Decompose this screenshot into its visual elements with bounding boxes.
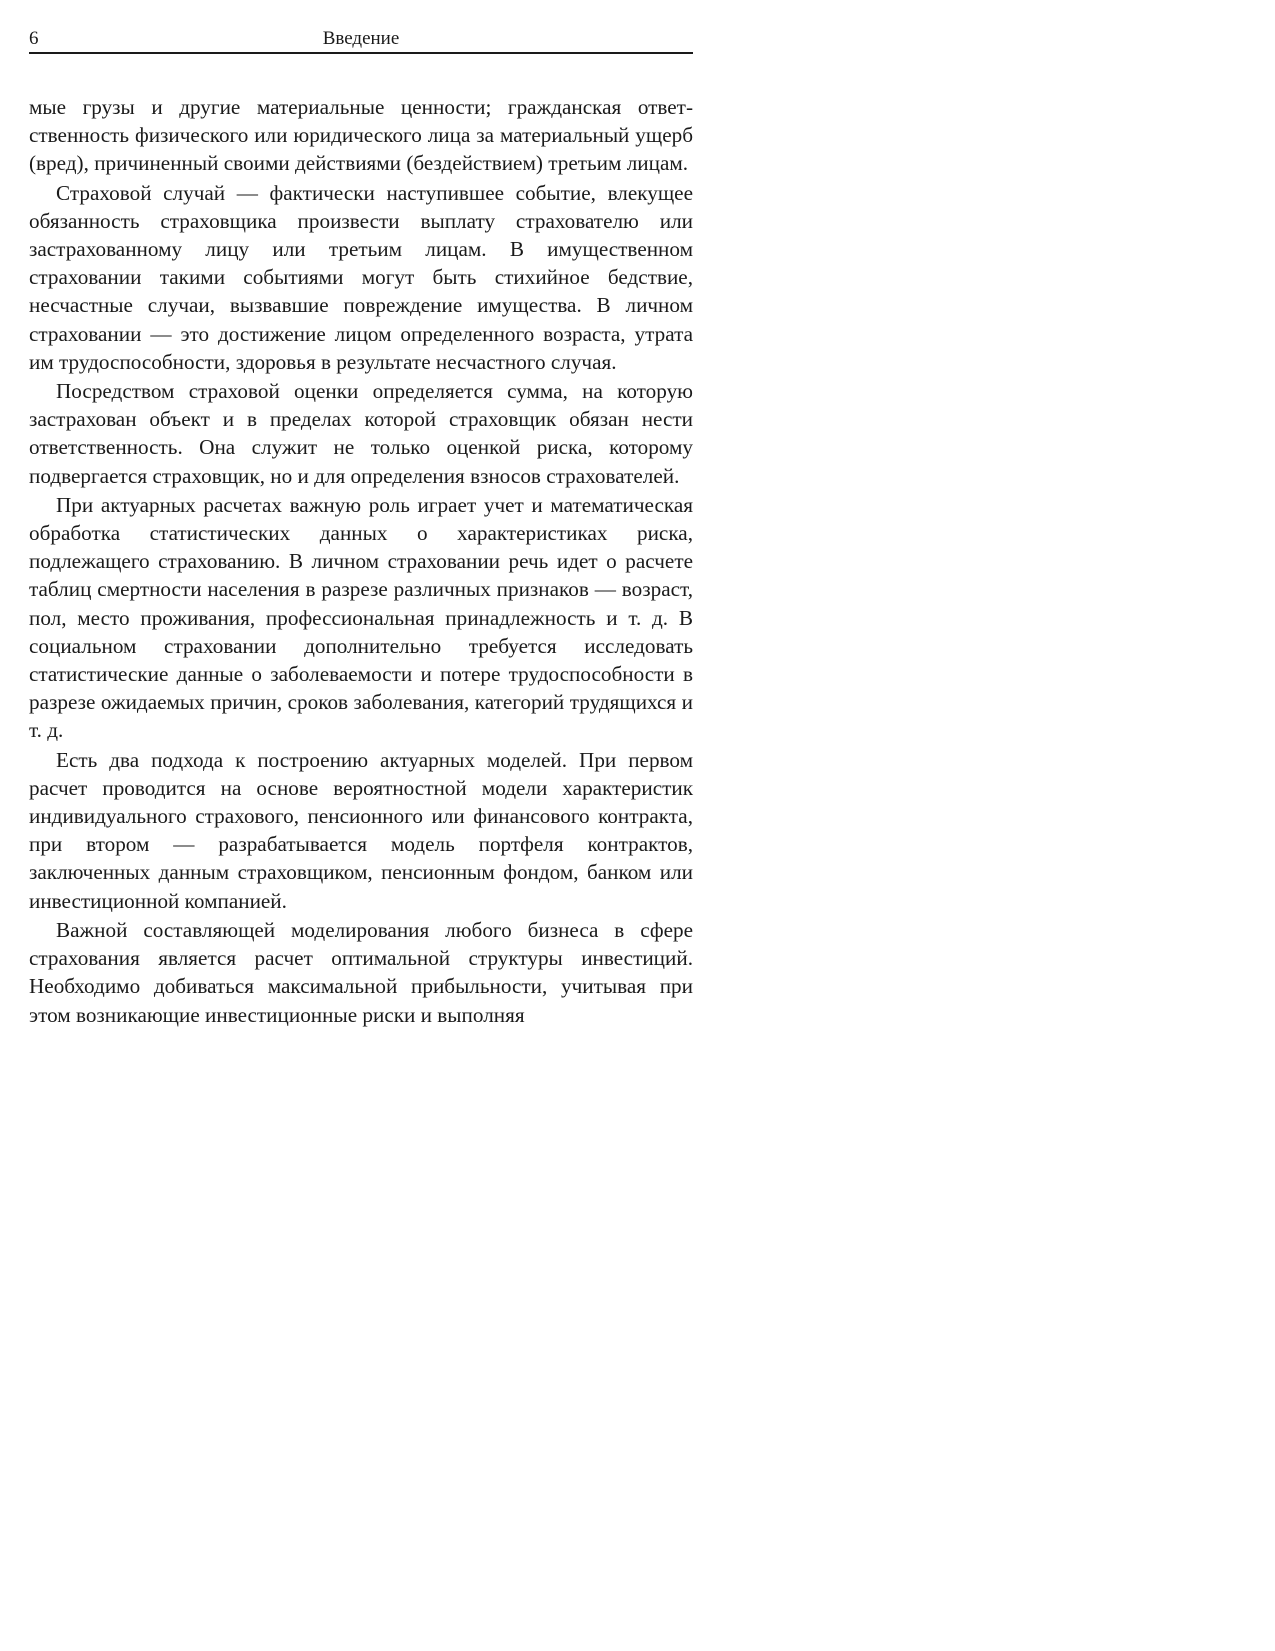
paragraph-investment-structure: Важной составляющей моделирования любого бизнеса в сфере страхования является расчет оптимальной структуры инвестиций. Необходимо добиваться максимальной прибыльности, учитывая при этом возникающие инвестиционные риски и выполняя [29,917,693,1027]
paragraph-insured-event: Страховой случай — фактически наступившее событие, влекущее обязанность страховщика произвести выплату страхователю или застрахованному лицу или третьим лицам. В имущественном страховании такими событиями могут быть стихийное бедствие, несчастные случаи, вызвавшие повреждение имущества. В личном страховании — это достижение лицом определенного возраста, утрата им трудоспособности, здоровья в результате несчастного случая. [29,180,693,374]
book-page [29,26,693,1029]
paragraph-actuarial-calculations: При актуарных расчетах важную роль играет учет и математическая обработка статистических данных о характеристиках риска, подлежащего страхованию. В личном страховании речь идет о расчете таблиц смертности населения в разрезе различных признаков — возраст, пол, место проживания, профессиональная принадлежность и т. д. В социальном страховании дополнительно требуется исследовать статистические данные о заболеваемости и потере трудоспособности в разрезе ожидаемых причин, сроков заболевания, категорий трудящихся и т. д. [29,492,693,743]
paragraph-actuarial-models: Есть два подхода к построению актуарных моделей. При первом расчет проводится на основе вероятностной модели характеристик индивидуального страхового, пенсионного или финансового контракта, при втором — разрабатывается модель портфеля контрактов, заключенных данным страховщиком, пенсионным фондом, банком или инвестиционной компанией. [29,747,693,913]
paragraph-continuation: мые грузы и другие материальные ценности; гражданская ответственность физического или юридического лица за материальный ущерб (вред), причиненный своими действиями (бездействием) третьим лицам. [29,95,693,176]
section-title: Введение [322,28,400,49]
paragraph-insurance-valuation: Посредством страховой оценки определяется сумма, на которую застрахован объект и в пределах которой страховщик обязан нести ответственность. Она служит не только оценкой риска, которому подвергается страховщик, но и для определения взносов страхователей. [29,379,693,488]
running-header [29,26,693,54]
body-text [29,93,693,1029]
page-number: 6 [29,28,39,49]
